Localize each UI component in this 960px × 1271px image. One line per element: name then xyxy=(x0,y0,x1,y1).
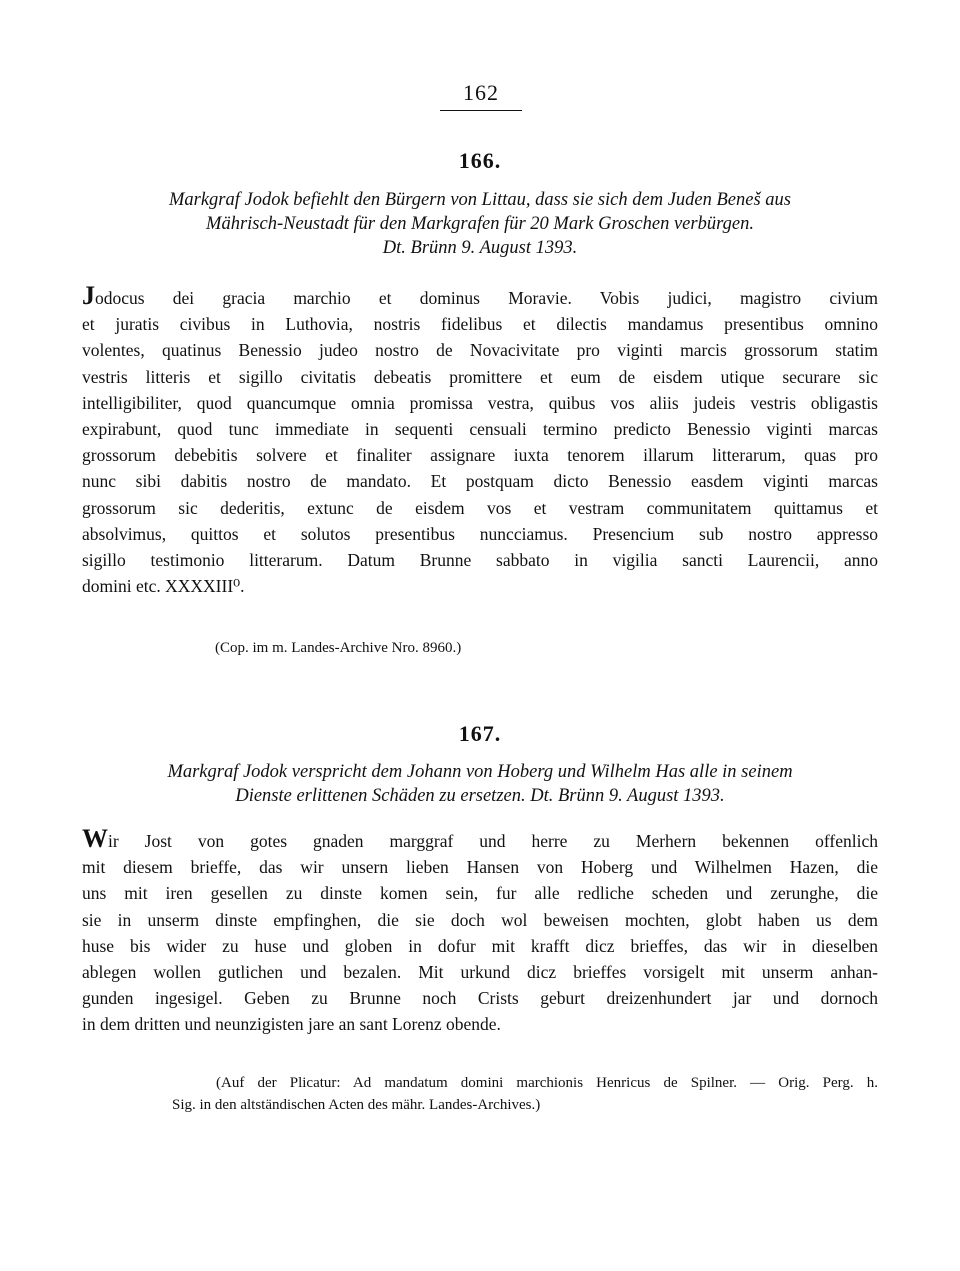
source-note-167 xyxy=(172,1072,878,1116)
regest-line: Dienste erlittenen Schäden zu ersetzen. Dt. Brünn 9. August 1393. xyxy=(235,786,725,806)
text-line: mit diesem brieffe, das wir unsern lieben Hansen von Hoberg und Wilhelmen Hazen, die xyxy=(82,857,878,878)
text-line: et juratis civibus in Luthovia, nostris fidelibus et dilectis mandamus presentibus omnino xyxy=(82,314,878,335)
text-line: volentes, quatinus Benessio judeo nostro de Novacivitate pro viginti marcis grossorum statim xyxy=(82,340,878,361)
text-line: absolvimus, quittos et solutos presentibus nuncciamus. Presencium sub nostro appresso xyxy=(82,523,878,544)
text-line: sie in unserm dinste empfinghen, die sie doch wol beweisen mochten, globt haben us dem xyxy=(82,909,878,930)
text-line: in dem dritten und neunzigisten jare an sant Lorenz obende. xyxy=(82,1014,501,1035)
text-line: grossorum sic dederitis, extunc de eisdem vos et vestram communitatem quittamus et xyxy=(82,497,878,518)
text-line: nunc sibi dabitis nostro de mandato. Et postquam dicto Benessio easdem viginti marcas xyxy=(82,471,878,492)
text-line xyxy=(82,826,878,854)
text-line: expirabunt, quod tunc immediate in sequenti censuali termino predicto Benessio viginti marcas xyxy=(82,419,878,440)
text-line: sigillo testimonio litterarum. Datum Brunne sabbato in vigilia sancti Laurencii, anno xyxy=(82,550,878,571)
initial-letter: W xyxy=(82,824,108,853)
text-line: huse bis wider zu huse und globen in dofur mit krafft dicz brieffes, das wir in dieselben xyxy=(82,935,878,956)
regest-166 xyxy=(82,188,878,260)
first-line-text: odocus dei gracia marchio et dominus Moravie. Vobis judici, magistro civium xyxy=(95,288,878,308)
regest-line: Markgraf Jodok befiehlt den Bürgern von Littau, dass sie sich dem Juden Beneš aus xyxy=(168,190,792,210)
text-line: vestris litteris et sigillo civitatis debeatis promittere et eum de eisdem utique securare sic xyxy=(82,366,878,387)
text-line: grossorum debebitis solvere et finaliter assignare iuxta tenorem illarum litterarum, quas pro xyxy=(82,445,878,466)
regest-line: Mährisch-Neustadt für den Markgrafen für 20 Mark Groschen verbürgen. xyxy=(206,214,754,234)
page-number: 162 xyxy=(440,80,522,111)
text-line: ablegen wollen gutlichen und bezalen. Mit urkund dicz brieffes vorsigelt mit unserm anhan- xyxy=(82,962,878,983)
document-text-167 xyxy=(82,826,878,1038)
document-number-166: 166. xyxy=(458,148,502,173)
regest-line: Markgraf Jodok verspricht dem Johann von Hoberg und Wilhelm Has alle in seinem xyxy=(167,762,793,782)
text-line: intelligibiliter, quod quancumque omnia promissa vestra, quibus vos aliis judeis vestris obligastis xyxy=(82,392,878,413)
source-line: (Cop. im m. Landes-Archive Nro. 8960.) xyxy=(215,640,462,656)
regest-line: Dt. Brünn 9. August 1393. xyxy=(382,238,578,258)
text-line: gunden ingesigel. Geben zu Brunne noch Crists geburt dreizenhundert jar und dornoch xyxy=(82,988,878,1009)
text-line: domini etc. XXXXIII⁰. xyxy=(82,576,245,597)
source-note-166 xyxy=(215,637,461,659)
document-text-166 xyxy=(82,283,878,599)
regest-167 xyxy=(82,760,878,808)
text-line: uns mit iren gesellen zu dinste komen sein, fur alle redliche scheden und zerunghe, die xyxy=(82,883,878,904)
source-line: Sig. in den altständischen Acten des mähr. Landes-Archives.) xyxy=(172,1097,541,1113)
document-number-167: 167. xyxy=(458,721,502,746)
text-line xyxy=(82,283,878,311)
first-line-text: ir Jost von gotes gnaden marggraf und herre zu Merhern bekennen offenlich xyxy=(108,831,878,851)
source-line: (Auf der Plicatur: Ad mandatum domini marchionis Henricus de Spilner. — Orig. Perg. h. xyxy=(216,1075,878,1091)
initial-letter: J xyxy=(82,281,95,310)
